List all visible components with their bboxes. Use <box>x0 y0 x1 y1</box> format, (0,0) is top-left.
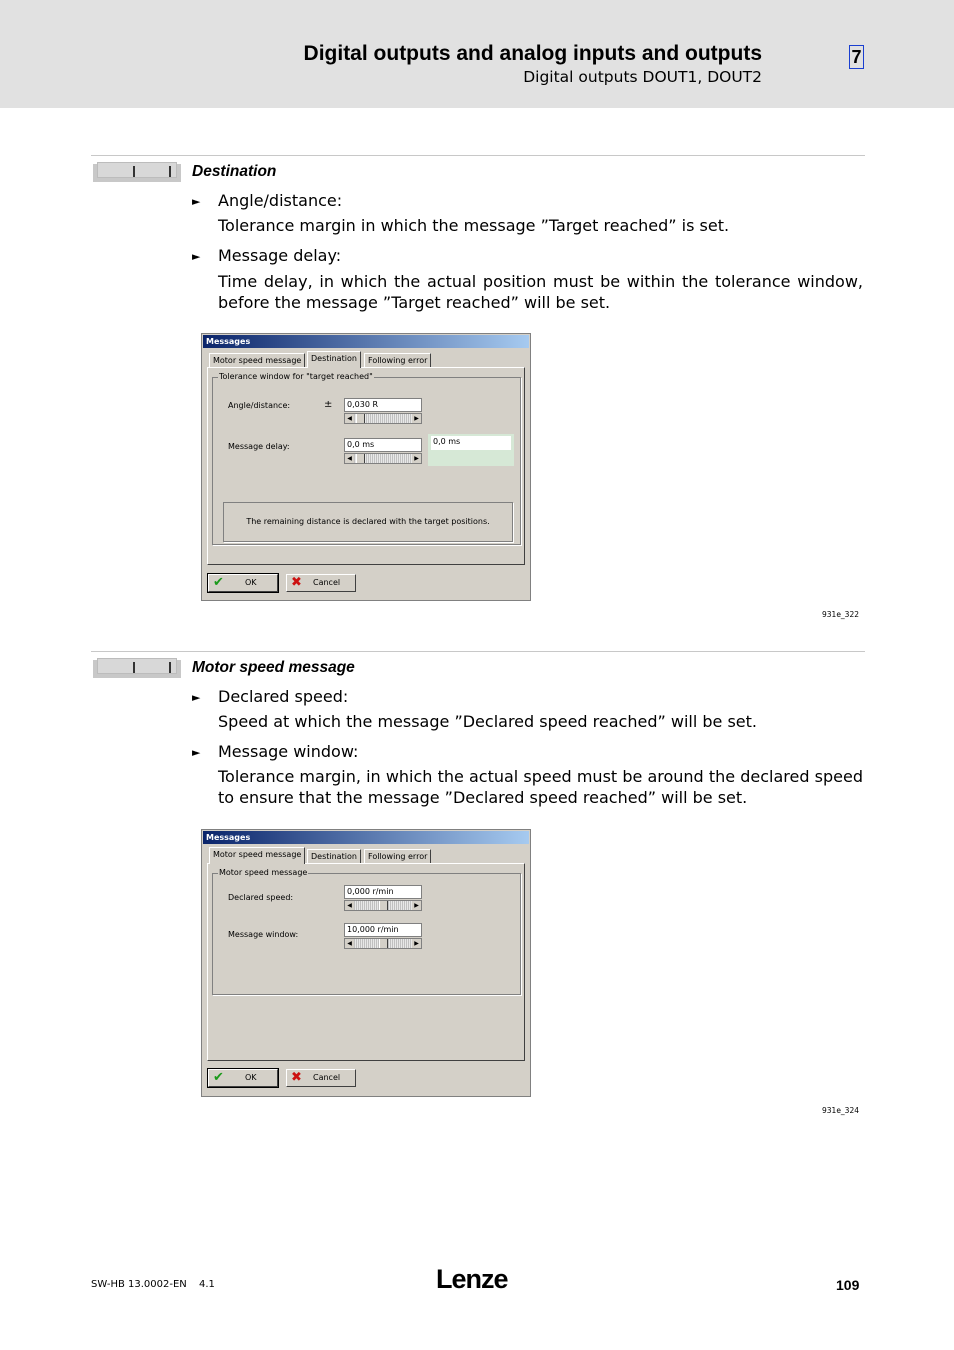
item-description: Time delay, in which the actual position must be within the tolerance window, before the message ”Target reached” will be set. <box>218 272 863 312</box>
cancel-button[interactable]: ✖ Cancel <box>286 1069 356 1087</box>
cancel-button[interactable]: ✖ Cancel <box>286 574 356 592</box>
document-version: 4.1 <box>199 1279 215 1290</box>
messages-dialog-motor-speed <box>201 829 531 1097</box>
scroll-left-icon[interactable]: ◀ <box>345 414 354 423</box>
page-header <box>0 0 954 108</box>
message-window-label: Message window: <box>228 930 299 939</box>
bullet-icon: ► <box>192 691 201 704</box>
message-window-input[interactable]: 10,000 r/min <box>344 923 422 937</box>
item-label: Message window: <box>218 742 359 761</box>
document-id: SW-HB 13.0002-EN <box>91 1279 187 1290</box>
tab-panel <box>207 863 525 1061</box>
delay-readout: 0,0 ms <box>431 436 511 450</box>
slider-thumb[interactable] <box>379 901 388 910</box>
declared-speed-input[interactable]: 0,000 r/min <box>344 885 422 899</box>
message-delay-label: Message delay: <box>228 442 290 451</box>
tab-motor-speed-message[interactable]: Motor speed message <box>209 847 305 864</box>
check-icon: ✔ <box>213 1070 224 1085</box>
header-subtitle: Digital outputs DOUT1, DOUT2 <box>523 68 762 86</box>
declared-speed-slider[interactable] <box>344 900 422 911</box>
scroll-right-icon[interactable]: ▶ <box>412 901 421 910</box>
section-divider <box>91 651 865 652</box>
tab-destination[interactable]: Destination <box>307 849 361 863</box>
group-label: Tolerance window for "target reached" <box>219 372 373 381</box>
motor-speed-group <box>212 868 521 995</box>
angle-distance-slider[interactable] <box>344 413 422 424</box>
group-label: Motor speed message <box>219 868 308 877</box>
dialog-title: Messages <box>203 831 529 844</box>
angle-distance-input[interactable]: 0,030 R <box>344 398 422 412</box>
slider-thumb[interactable] <box>356 454 365 463</box>
slider-thumb[interactable] <box>379 939 388 948</box>
item-description: Tolerance margin, in which the actual speed must be around the declared speed to ensure that the message ”Declared speed reached” will be set. <box>218 767 863 807</box>
close-icon: ✖ <box>291 1070 302 1085</box>
scroll-left-icon[interactable]: ◀ <box>345 901 354 910</box>
tab-following-error[interactable]: Following error <box>364 849 431 863</box>
item-label: Declared speed: <box>218 687 349 706</box>
figure-id: 931e_324 <box>822 1106 859 1115</box>
lenze-logo: Lenze <box>436 1264 508 1294</box>
angle-distance-label: Angle/distance: <box>228 401 291 410</box>
plus-minus-icon: ± <box>324 399 333 410</box>
check-icon: ✔ <box>213 575 224 590</box>
delay-readout-panel <box>428 434 514 466</box>
scroll-right-icon[interactable]: ▶ <box>412 939 421 948</box>
message-delay-input[interactable]: 0,0 ms <box>344 438 422 452</box>
tab-panel <box>207 367 525 565</box>
section-marker <box>93 162 181 182</box>
section-divider <box>91 155 865 156</box>
tab-destination[interactable]: Destination <box>307 351 361 368</box>
scroll-left-icon[interactable]: ◀ <box>345 939 354 948</box>
messages-dialog-destination <box>201 333 531 601</box>
header-title: Digital outputs and analog inputs and outputs <box>303 42 762 65</box>
ok-button[interactable]: ✔ OK <box>208 574 278 592</box>
message-delay-slider[interactable] <box>344 453 422 464</box>
item-label: Message delay: <box>218 246 342 265</box>
message-window-slider[interactable] <box>344 938 422 949</box>
tolerance-group <box>212 372 521 545</box>
scroll-left-icon[interactable]: ◀ <box>345 454 354 463</box>
ok-button[interactable]: ✔ OK <box>208 1069 278 1087</box>
chapter-number: 7 <box>849 45 864 69</box>
declared-speed-label: Declared speed: <box>228 893 294 902</box>
bullet-icon: ► <box>192 746 201 759</box>
bullet-icon: ► <box>192 195 201 208</box>
item-label: Angle/distance: <box>218 191 343 210</box>
item-description: Tolerance margin in which the message ”Target reached” is set. <box>218 216 730 235</box>
scroll-right-icon[interactable]: ▶ <box>412 454 421 463</box>
info-note: The remaining distance is declared with the target positions. <box>246 517 490 526</box>
figure-id: 931e_322 <box>822 610 859 619</box>
tab-motor-speed-message[interactable]: Motor speed message <box>209 353 305 367</box>
section-title-destination: Destination <box>192 163 277 180</box>
scroll-right-icon[interactable]: ▶ <box>412 414 421 423</box>
page-number: 109 <box>836 1277 860 1293</box>
item-description: Speed at which the message ”Declared speed reached” will be set. <box>218 712 757 731</box>
info-note-box <box>223 502 513 542</box>
slider-thumb[interactable] <box>356 414 365 423</box>
close-icon: ✖ <box>291 575 302 590</box>
section-title-motor-speed: Motor speed message <box>192 659 355 676</box>
dialog-title: Messages <box>203 335 529 348</box>
bullet-icon: ► <box>192 250 201 263</box>
tab-following-error[interactable]: Following error <box>364 353 431 367</box>
section-marker <box>93 658 181 678</box>
